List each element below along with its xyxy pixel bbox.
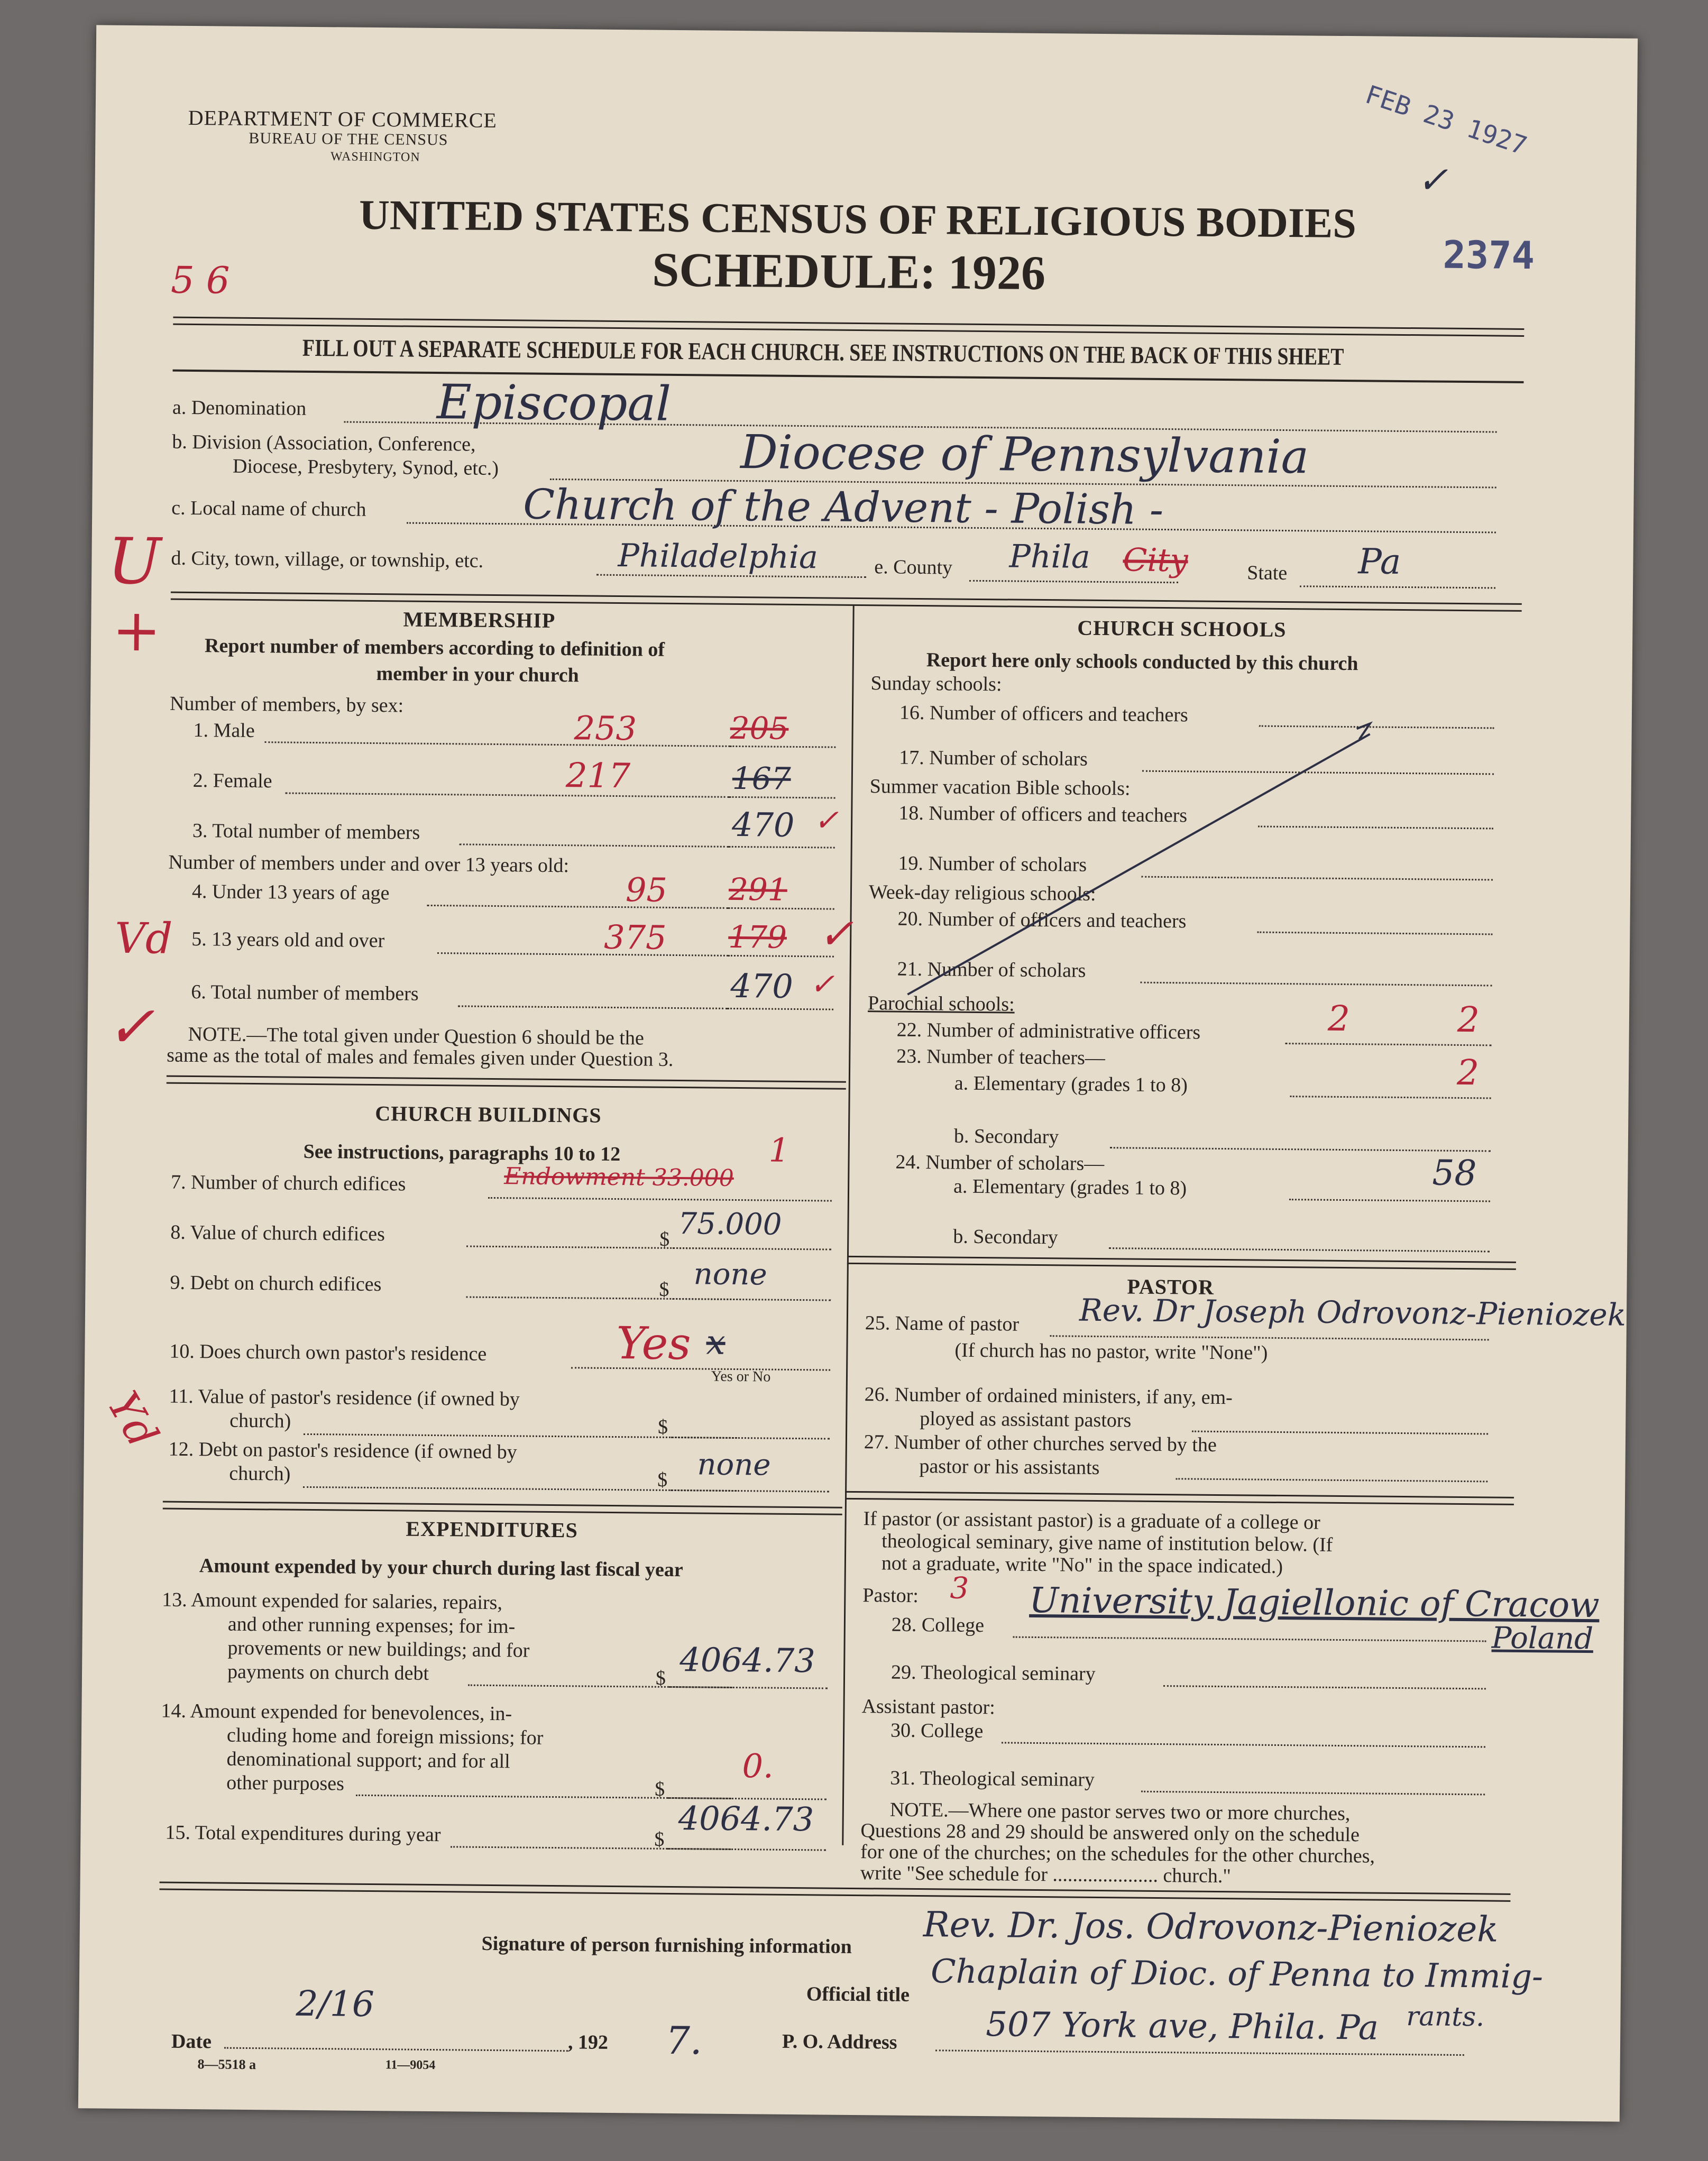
q13-label-3: provements or new buildings; and for: [227, 1636, 530, 1662]
pastor-note-4: write "See schedule for ..................... church.": [860, 1862, 1232, 1888]
q8-value: 75.000: [678, 1207, 782, 1242]
buildings-sub: See instructions, paragraphs 10 to 12: [303, 1140, 621, 1166]
official-title-value: Chaplain of Dioc. of Penna to Immig-: [930, 1952, 1544, 1996]
q23a-value: 2: [1456, 1052, 1480, 1093]
q28-college-value-2: Poland: [1491, 1621, 1594, 1657]
q19-label: 19. Number of scholars: [898, 852, 1087, 876]
q3-label: 3. Total number of members: [192, 820, 420, 844]
q27-label: 27. Number of other churches served by the: [864, 1431, 1217, 1456]
schools-heading: CHURCH SCHOOLS: [1077, 615, 1287, 642]
division-value: Diocese of Pennsylvania: [740, 425, 1309, 484]
pastor-note: NOTE.—Where one pastor serves two or more churches,: [889, 1798, 1351, 1825]
q22-label: 22. Number of administrative officers: [896, 1018, 1201, 1044]
q5-check: ✓: [818, 909, 854, 959]
q11-dollar: $: [657, 1415, 668, 1438]
year-prefix: , 192: [567, 2031, 609, 2054]
q30-label: 30. College: [890, 1719, 984, 1743]
q5-over13-value: 375: [603, 917, 667, 957]
membership-heading: MEMBERSHIP: [403, 607, 556, 632]
membership-sub: Report number of members according to definition of: [204, 634, 665, 661]
q17-label: 17. Number of scholars: [899, 746, 1088, 770]
q4-struck: 291: [728, 871, 788, 908]
pastor-sub-label: Pastor:: [862, 1584, 919, 1607]
q1-struck: 205: [730, 710, 789, 747]
check-mark: ✓: [1417, 158, 1448, 202]
q2-label: 2. Female: [192, 769, 272, 793]
margin-mark-vd: Vd: [114, 913, 173, 963]
q13-value: 4064.73: [679, 1640, 816, 1680]
q13-dollar: $: [655, 1667, 666, 1689]
q24a-value: 58: [1432, 1152, 1477, 1194]
q26-label: 26. Number of ordained ministers, if any, em-: [864, 1383, 1233, 1409]
q4-label: 4. Under 13 years of age: [191, 880, 390, 905]
q22-value-2: 2: [1457, 999, 1480, 1041]
q24b-label: b. Secondary: [953, 1225, 1058, 1249]
signature-value: Rev. Dr. Jos. Odrovonz-Pieniozek: [923, 1904, 1499, 1950]
q23b-label: b. Secondary: [953, 1125, 1059, 1148]
q28-college-value: University Jagiellonic of Cracow: [1029, 1579, 1600, 1626]
q25-label: 25. Name of pastor: [865, 1312, 1020, 1336]
q6-label: 6. Total number of members: [191, 980, 419, 1005]
denomination-value: Episcopal: [436, 374, 672, 432]
yes-no-label: Yes or No: [711, 1368, 771, 1385]
local-name-label: c. Local name of church: [171, 496, 366, 521]
state-label: State: [1247, 562, 1288, 585]
q23a-label: a. Elementary (grades 1 to 8): [954, 1072, 1188, 1097]
sunday-label: Sunday schools:: [870, 672, 1002, 696]
buildings-heading: CHURCH BUILDINGS: [375, 1101, 602, 1127]
graduate-note-3: not a graduate, write "No" in the space indicated.): [881, 1552, 1283, 1578]
q2-struck: 167: [732, 760, 791, 797]
q25-note: (If church has no pastor, write "None"): [954, 1339, 1268, 1364]
local-name-value: Church of the Advent - Polish -: [522, 481, 1164, 534]
q15-label: 15. Total expenditures during year: [165, 1821, 441, 1846]
q12-dollar: $: [657, 1468, 668, 1491]
q3-check: ✓: [813, 803, 839, 838]
q13-label: 13. Amount expended for salaries, repairs,: [162, 1588, 503, 1614]
q1-label: 1. Male: [193, 719, 255, 742]
q8-label: 8. Value of church edifices: [170, 1221, 385, 1246]
q29-label: 29. Theological seminary: [890, 1661, 1096, 1685]
q15-value: 4064.73: [678, 1799, 814, 1839]
graduate-note: If pastor (or assistant pastor) is a graduate of a college or: [863, 1507, 1320, 1534]
membership-note-2: same as the total of males and females given under Question 3.: [167, 1044, 674, 1071]
margin-mark-u: U: [107, 525, 162, 599]
form-title: UNITED STATES CENSUS OF RELIGIOUS BODIES: [359, 191, 1357, 247]
division-label-2: Diocese, Presbytery, Synod, etc.): [232, 455, 499, 480]
form-number: 8—5518 a: [197, 2056, 256, 2073]
summer-label: Summer vacation Bible schools:: [869, 775, 1131, 800]
q26-label-2: ployed as assistant pastors: [920, 1408, 1132, 1432]
date-value: 2/16: [296, 1983, 375, 2025]
bureau-label: BUREAU OF THE CENSUS: [249, 129, 448, 149]
signature-label: Signature of person furnishing information: [481, 1932, 852, 1958]
q20-label: 20. Number of officers and teachers: [897, 907, 1187, 933]
city-value: Philadelphia: [618, 537, 819, 576]
q7-edifices-value: 1: [768, 1130, 790, 1170]
q31-label: 31. Theological seminary: [890, 1767, 1095, 1791]
red-number: 5 6: [170, 258, 230, 302]
state-value: Pa: [1358, 541, 1401, 582]
q25-pastor-name: Rev. Dr Joseph Odrovonz-Pieniozek: [1079, 1292, 1627, 1333]
denomination-label: a. Denomination: [172, 396, 307, 420]
q14-value: 0.: [742, 1746, 774, 1786]
assistant-label: Assistant pastor:: [861, 1695, 996, 1719]
q14-dollar: $: [654, 1778, 665, 1800]
q1-male-value: 253: [574, 709, 637, 748]
margin-check: ✓: [106, 992, 155, 1061]
division-label: b. Division (Association, Conference,: [172, 430, 476, 456]
date-label: Date: [171, 2030, 212, 2053]
q14-label-4: other purposes: [226, 1771, 345, 1795]
q10-value: Yes: [616, 1317, 691, 1370]
q4-under13-value: 95: [625, 870, 668, 909]
by-sex-label: Number of members, by sex:: [169, 692, 404, 717]
q24a-label: a. Elementary (grades 1 to 8): [953, 1175, 1187, 1200]
schedule-number: 2374: [1443, 232, 1535, 278]
pastor-heading: PASTOR: [1127, 1274, 1215, 1299]
q14-label-3: denominational support; and for all: [226, 1748, 510, 1773]
q21-label: 21. Number of scholars: [897, 958, 1086, 982]
pastor-mark: 3: [950, 1571, 969, 1606]
q9-value: none: [693, 1257, 767, 1292]
county-struck: City: [1123, 541, 1188, 580]
graduate-note-2: theological seminary, give name of institution below. (If: [881, 1530, 1333, 1556]
weekday-label: Week-day religious schools:: [868, 881, 1096, 905]
q11-label: 11. Value of pastor's residence (if owned by: [169, 1385, 520, 1411]
county-value: Phila: [1009, 538, 1091, 576]
parochial-label: Parochial schools:: [867, 992, 1015, 1016]
q23-label: 23. Number of teachers—: [896, 1045, 1106, 1070]
washington-label: WASHINGTON: [330, 150, 420, 164]
expenditures-sub: Amount expended by your church during last fiscal year: [199, 1555, 683, 1581]
q6-total-value: 470: [730, 966, 794, 1006]
q13-label-4: payments on church debt: [227, 1660, 429, 1685]
q12-value: none: [697, 1447, 771, 1483]
q2-female-value: 217: [565, 756, 631, 796]
q12-label: 12. Debt on pastor's residence (if owned by: [168, 1438, 517, 1464]
department-label: DEPARTMENT OF COMMERCE: [188, 105, 498, 132]
po-address-label: P. O. Address: [782, 2030, 897, 2054]
margin-mark-yd: Yd: [98, 1383, 168, 1456]
po-address-value: 507 York ave, Phila. Pa: [985, 2005, 1379, 2048]
schools-strike-line: [902, 698, 1381, 1020]
q14-label: 14. Amount expended for benevolences, in-: [161, 1699, 512, 1725]
year-value: 7.: [665, 2018, 703, 2063]
q9-dollar: $: [659, 1278, 669, 1301]
pastor-note-2: Questions 28 and 29 should be answered only on the schedule: [860, 1819, 1360, 1846]
q14-label-2: cluding home and foreign missions; for: [226, 1724, 544, 1749]
schedule-title: SCHEDULE: 1926: [651, 242, 1046, 300]
q16-label: 16. Number of officers and teachers: [899, 701, 1188, 727]
q5-label: 5. 13 years old and over: [191, 927, 385, 952]
q5-struck: 179: [728, 918, 787, 955]
membership-note: NOTE.—The total given under Question 6 should be the: [188, 1023, 644, 1050]
q8-dollar: $: [659, 1228, 670, 1250]
q28-label: 28. College: [891, 1613, 985, 1637]
q6-check: ✓: [810, 967, 835, 1002]
age-label: Number of members under and over 13 years old:: [168, 851, 570, 877]
census-schedule-sheet: [78, 25, 1638, 2121]
q24-label: 24. Number of scholars—: [895, 1151, 1105, 1175]
q11-label-2: church): [229, 1409, 291, 1432]
q9-label: 9. Debt on church edifices: [170, 1271, 382, 1296]
q7-struck: Endowment 33.000: [504, 1163, 734, 1192]
q22-value-1: 2: [1327, 998, 1351, 1040]
official-title-value-2: rants.: [1406, 2001, 1485, 2033]
q10-struck: x: [706, 1323, 726, 1363]
q7-label: 7. Number of church edifices: [170, 1171, 406, 1196]
instruction-banner: FILL OUT A SEPARATE SCHEDULE FOR EACH CHURCH. SEE INSTRUCTIONS ON THE BACK OF THIS SHEET: [302, 334, 1344, 370]
q12-label-2: church): [229, 1462, 291, 1485]
received-date-stamp: FEB 23 1927: [1362, 79, 1531, 161]
q27-label-2: pastor or his assistants: [919, 1455, 1100, 1479]
q15-dollar: $: [654, 1828, 665, 1851]
margin-mark-plus: +: [112, 596, 161, 665]
q3-total-value: 470: [731, 805, 795, 844]
q10-label: 10. Does church own pastor's residence: [169, 1340, 487, 1365]
q18-label: 18. Number of officers and teachers: [898, 802, 1188, 827]
q13-label-2: and other running expenses; for im-: [227, 1613, 516, 1638]
expenditures-heading: EXPENDITURES: [406, 1516, 578, 1542]
schools-sub: Report here only schools conducted by this church: [926, 649, 1358, 675]
official-title-label: Official title: [806, 1983, 910, 2006]
print-number: 11—9054: [385, 2058, 436, 2073]
pastor-note-3: for one of the churches; on the schedules for the other churches,: [860, 1841, 1375, 1868]
county-label: e. County: [874, 556, 953, 579]
city-label: d. City, town, village, or township, etc.: [171, 547, 484, 572]
membership-sub-2: member in your church: [376, 663, 579, 687]
